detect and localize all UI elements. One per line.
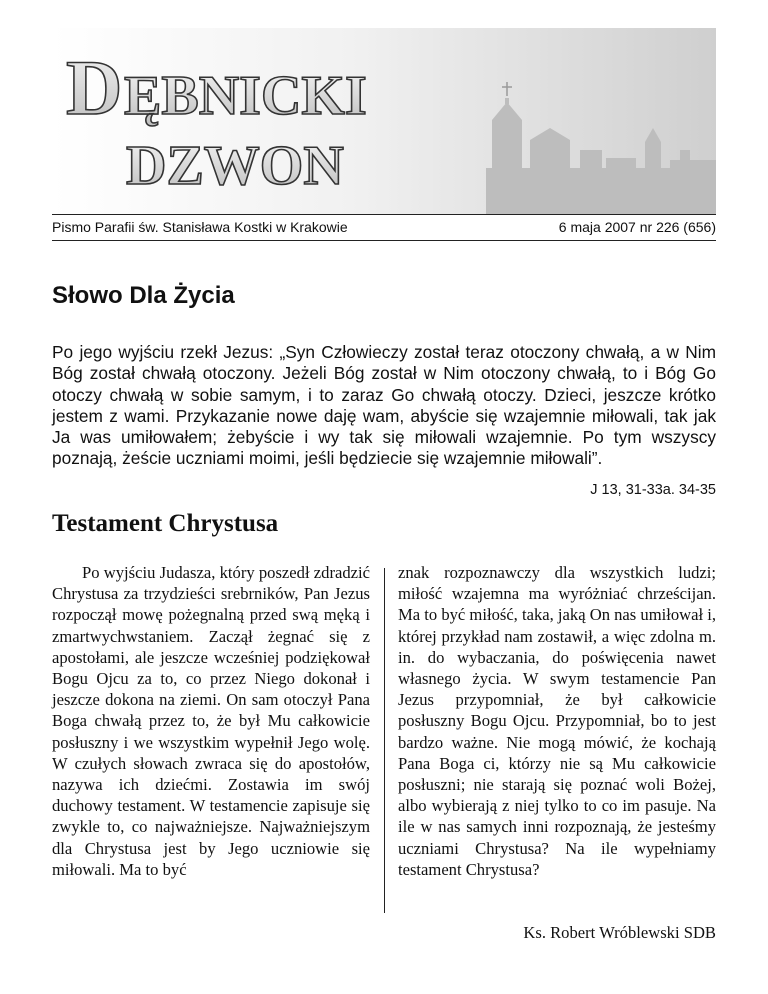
issue-date-text: 6 maja 2007 nr 226 (656) (558, 219, 716, 235)
masthead (0, 0, 768, 215)
scripture-reference: J 13, 31-33a. 34-35 (590, 482, 716, 498)
article-author: Ks. Robert Wróblewski SDB (523, 923, 716, 942)
publisher-text: Pismo Parafii św. Stanisława Kostki w Krakowie (52, 219, 348, 235)
masthead-title-line2: DZWON (126, 135, 344, 197)
header-rule-bottom (52, 240, 716, 241)
word-of-life-heading: Słowo Dla Życia (52, 282, 235, 309)
masthead-title-line1: ĘBNICKI (124, 65, 367, 127)
issue-info-bar (52, 219, 716, 237)
article-title: Testament Chrystusa (52, 510, 279, 537)
masthead-title-initial: D (66, 44, 123, 131)
article-column-2: znak rozpoznawczy dla wszystkich ludzi; miłość wzajemna ma wyróżniać chrześcijan. Ma to być miłość, taka, jaką On nas umiłował i, której przykład nam zostawił, a więc zdolna m. in. do wybaczania, do poświęcenia nawet własnego życia. W swym testamencie Pan Jezus przypomniał, że był całkowicie posłuszny Bogu Ojcu. Przypomniał, bo to jest bardzo ważne. Nie mogą mówić, że kochają Pana Boga ci, którzy nie są Mu całkowicie posłuszni; nie starają się poznać woli Bożej, albo wybierają z niej tylko to co im pasuje. Na ile w nas samych inni rozpoznają, że jesteśmy uczniami Chrystusa? Na ile wypełniamy testament Chrystusa? (398, 563, 716, 879)
header-rule-top (52, 214, 716, 215)
masthead-graphic (0, 0, 768, 215)
article-column-1: Po wyjściu Judasza, który poszedł zdradzić Chrystusa za trzydzieści srebrników, Pan Jezus rozpoczął mowę pożegnalną przed swą męką i zmartwychwstaniem. Zaczął żegnać się z apostołami, ale jeszcze wcześniej podziękował Bogu Ojcu za to, co przez Niego dokonał i jeszcze dokona na ziemi. On sam otoczył Pana Boga chwałą przez to, że był Mu całkowicie posłuszny i we wszystkim wypełnił Jego wolę. W czułych słowach zwraca się do apostołów, nazywa ich dziećmi. Zostawia im swój duchowy testament. W testamencie zapisuje się zwykle to, co najważniejsze. Najważniejszym dla Chrystusa jest by Jego uczniowie się miłowali. Ma to być (52, 563, 370, 879)
column-divider (384, 568, 385, 913)
word-of-life-text: Po jego wyjściu rzekł Jezus: „Syn Człowieczy został teraz otoczony chwałą, a w Nim Bóg został chwałą otoczony. Jeżeli Bóg został w Nim otoczony chwałą, to i Bóg Go otoczy chwałą w sobie samym, i to zaraz Go chwałą otoczy. Dzieci, jeszcze krótko jestem z wami. Przykazanie nowe daję wam, abyście się wzajemnie miłowali, tak jak Ja was umiłowałem; żebyście i wy tak się miłowali wzajemnie. Po tym wszyscy poznają, żeście uczniami moimi, jeśli będziecie się wzajemnie miłowali”. (52, 342, 716, 469)
